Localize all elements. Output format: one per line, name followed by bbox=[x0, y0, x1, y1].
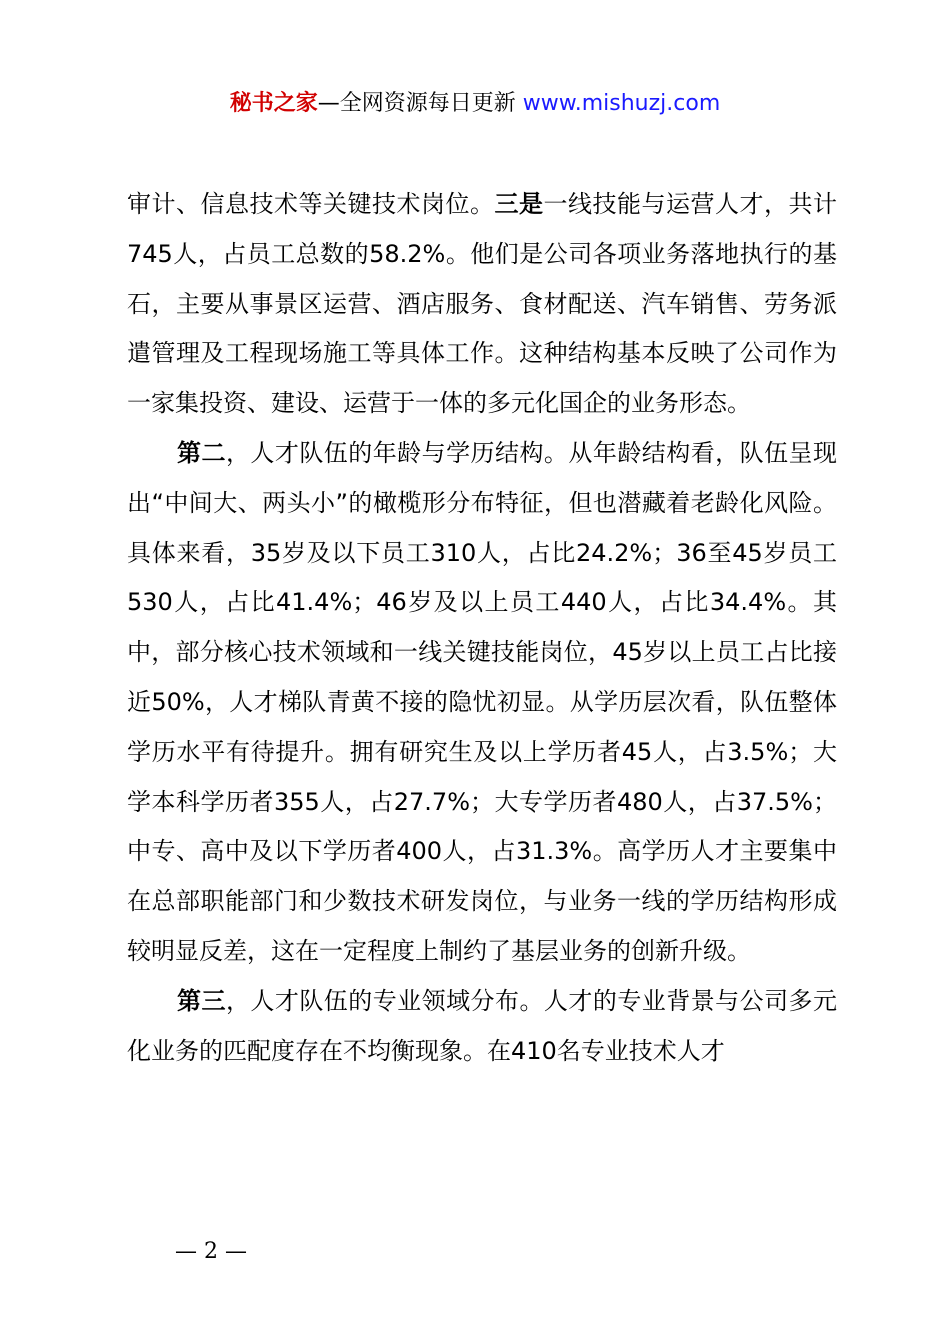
paragraph-3-lead: 第三 bbox=[177, 986, 226, 1015]
paragraph-2-text: ，人才队伍的年龄与学历结构。从年龄结构看，队伍呈现出“中间大、两头小”的橄榄形分布特征，但也潜藏着老龄化风险。具体来看，35岁及以下员工310人，占比24.2%；36至45岁员工530人，占比41.4%；46岁及以上员工440人，占比34.4%。其中，部分核心技术领域和一线关键技能岗位，45岁以上员工占比接近50%，人才梯队青黄不接的隐忧初显。从学历层次看，队伍整体学历水平有待提升。拥有研究生及以上学历者45人，占3.5%；大学本科学历者355人，占27.7%；大专学历者480人，占37.5%；中专、高中及以下学历者400人，占31.3%。高学历人才主要集中在总部职能部门和少数技术研发岗位，与业务一线的学历结构形成较明显反差，这在一定程度上制约了基层业务的创新升级。 bbox=[127, 438, 838, 965]
paragraph-1-text-b: 一线技能与运营人才，共计745人，占员工总数的58.2%。他们是公司各项业务落地执行的基石，主要从事景区运营、酒店服务、食材配送、汽车销售、劳务派遣管理及工程现场施工等具体工作。这种结构基本反映了公司作为一家集投资、建设、运营于一体的多元化国企的业务形态。 bbox=[127, 190, 837, 418]
paragraph-1 bbox=[127, 180, 837, 429]
site-header bbox=[0, 88, 950, 120]
paragraph-3 bbox=[127, 977, 837, 1077]
page-number: — 2 — bbox=[175, 1239, 247, 1264]
paragraph-2-lead: 第二 bbox=[177, 438, 226, 467]
site-url[interactable]: www.mishuzj.com bbox=[522, 91, 721, 116]
site-brand: 秘书之家 bbox=[229, 91, 318, 116]
paragraph-3-text: ，人才队伍的专业领域分布。人才的专业背景与公司多元化业务的匹配度存在不均衡现象。在410名专业技术人才 bbox=[127, 986, 838, 1065]
paragraph-1-keyword: 三是 bbox=[494, 190, 544, 218]
paragraph-1-text-a: 审计、信息技术等关键技术岗位。 bbox=[127, 190, 495, 218]
paragraph-2 bbox=[127, 429, 837, 977]
site-tagline: —全网资源每日更新 bbox=[317, 91, 523, 116]
document-body bbox=[127, 180, 837, 1076]
